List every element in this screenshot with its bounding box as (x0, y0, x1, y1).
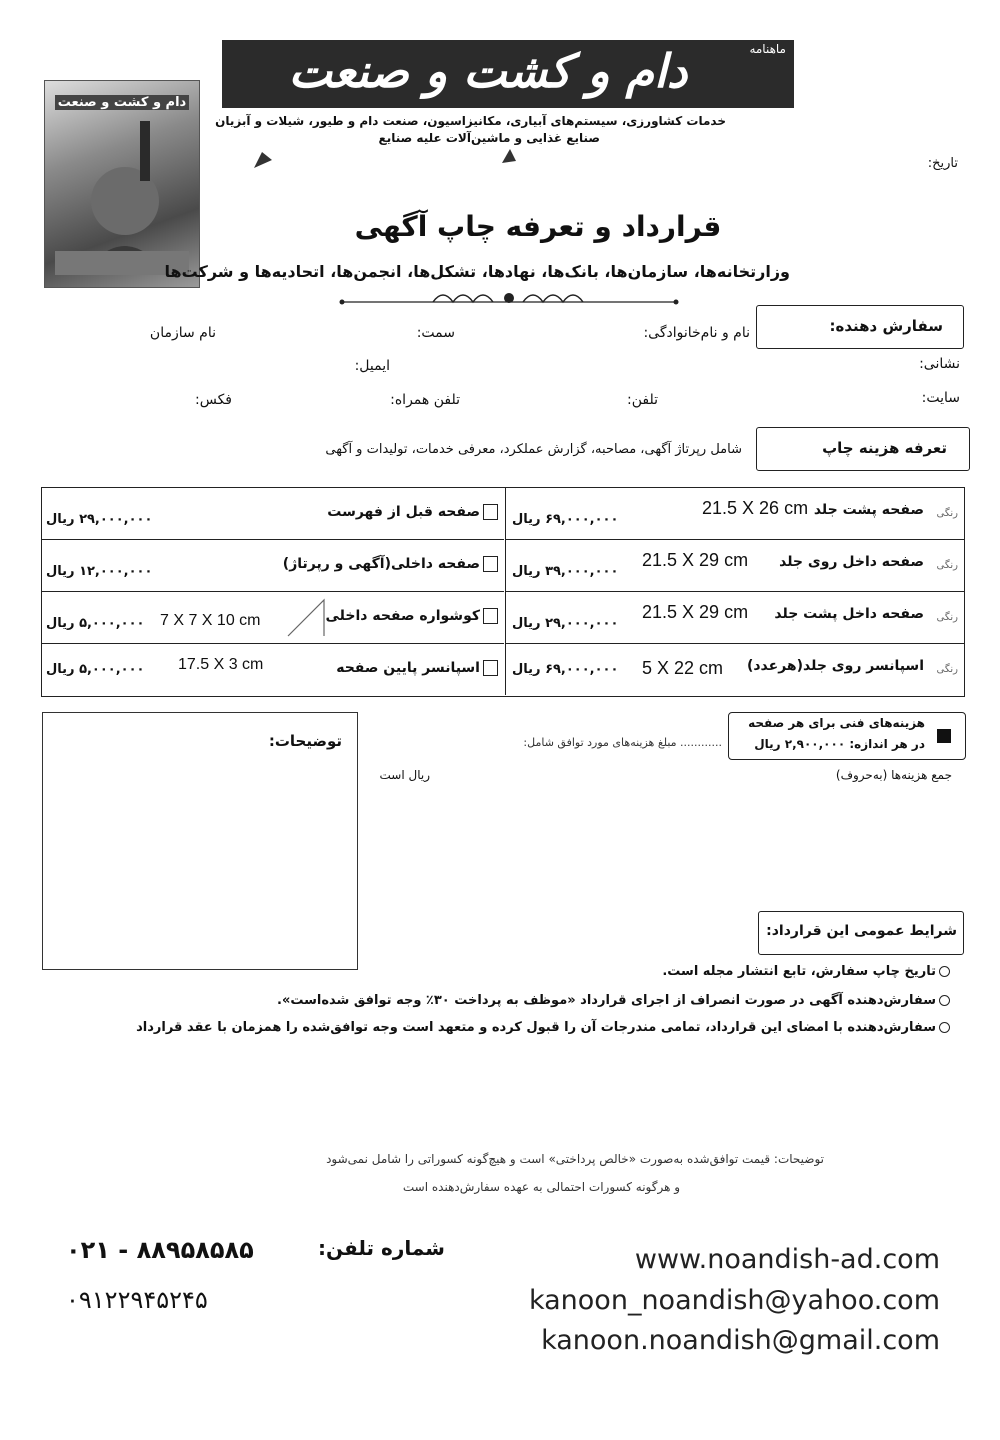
email-link-yahoo[interactable]: kanoon_noandish@yahoo.com (528, 1285, 940, 1316)
footer-note-1: توضیحات: قیمت توافق‌شده به‌صورت «خالص پرداختی» است و هیچ‌گونه کسوراتی را شامل نمی‌شود (326, 1152, 824, 1166)
price-row (42, 592, 504, 644)
ad-size: 21.5 X 29 cm (642, 602, 749, 622)
leaf-icon (252, 150, 274, 170)
magazine-title: دام و کشت و صنعت (288, 44, 688, 98)
price-row (505, 540, 964, 592)
phone-number-landline[interactable]: ۰۲۱ - ۸۸۹۵۸۵۸۵ (66, 1236, 254, 1264)
cover-illustration (45, 81, 199, 287)
color-prefix: رنگی (936, 612, 958, 623)
leaf-icon (498, 145, 520, 167)
website-field-label: سایت: (921, 390, 960, 406)
masthead-banner (222, 40, 794, 108)
technical-cost-line-2: در هر اندازه: ۲,۹۰۰,۰۰۰ ریال (754, 737, 925, 751)
ad-position-name: صفحه قبل از فهرست (327, 504, 480, 520)
filled-square-icon (937, 729, 951, 743)
ad-size: 5 X 22 cm (642, 658, 724, 678)
address-field-label: نشانی: (919, 356, 960, 372)
email-link-gmail[interactable]: kanoon.noandish@gmail.com (541, 1325, 940, 1356)
footer-note-2: و هرگونه کسورات احتمالی به عهده سفارش‌دهنده است (402, 1180, 680, 1194)
ad-size: 21.5 X 29 cm (642, 550, 749, 570)
website-link[interactable]: www.noandish-ad.com (634, 1244, 940, 1275)
color-prefix: رنگی (936, 560, 958, 571)
organization-field-label: نام سازمان (149, 325, 216, 341)
ad-size: 21.5 X 26 cm (702, 498, 809, 518)
ad-position-name: صفحه داخل پشت جلد (774, 606, 924, 622)
price-row (505, 488, 964, 540)
ad-checkbox[interactable] (483, 608, 498, 624)
phone-number-mobile[interactable]: ۰۹۱۲۲۹۴۵۲۴۵ (66, 1286, 208, 1314)
ad-price: ۲۹,۰۰۰,۰۰۰ ریال (46, 512, 153, 527)
ad-checkbox[interactable] (483, 660, 498, 676)
ad-size: 7 X 7 X 10 cm (160, 612, 261, 629)
ad-position-name: صفحه داخلی(آگهی و رپرتاژ) (282, 556, 480, 572)
technical-cost-line-1: هزینه‌های فنی برای هر صفحه (748, 716, 925, 730)
price-row (42, 540, 504, 592)
ad-price: ۶۹,۰۰۰,۰۰۰ ریال (512, 512, 619, 527)
ad-price: ۱۲,۰۰۰,۰۰۰ ریال (46, 564, 153, 579)
ad-checkbox[interactable] (483, 504, 498, 520)
ad-price: ۵,۰۰۰,۰۰۰ ریال (46, 616, 145, 631)
term-item: سفارش‌دهنده با امضای این قرارداد، تمامی مندرجات آن را قبول کرده و متعهد است وجه توافق‌شده را همزمان با عقد قرارداد (44, 1020, 950, 1035)
phone-label: شماره تلفن: (318, 1236, 445, 1260)
terms-box-label: شرایط عمومی این قرارداد: (766, 923, 957, 939)
name-field-label: نام و نام‌خانوادگی: (643, 325, 750, 341)
color-prefix: رنگی (936, 508, 958, 519)
document-title: قرارداد و تعرفه چاپ آگهی (354, 210, 722, 243)
ornament-divider-icon (338, 288, 680, 312)
price-table (41, 487, 965, 697)
client-box (756, 305, 964, 349)
magazine-label: ماهنامه (749, 42, 786, 56)
mobile-field-label: تلفن همراه: (390, 392, 460, 408)
price-row (42, 644, 504, 695)
cover-title: دام و کشت و صنعت (55, 95, 189, 110)
bullet-circle-icon (939, 1022, 950, 1033)
magazine-cover-image (44, 80, 200, 288)
header-subtitle-1: خدمات کشاورزی، سیستم‌های آبیاری، مکانیزاسیون، صنعت دام و طیور، شیلات و آبزیان (215, 114, 726, 128)
ad-price: ۵,۰۰۰,۰۰۰ ریال (46, 662, 145, 677)
bullet-circle-icon (939, 995, 950, 1006)
ad-checkbox[interactable] (483, 556, 498, 572)
email-field-label: ایمیل: (354, 358, 390, 374)
ad-price: ۲۹,۰۰۰,۰۰۰ ریال (512, 616, 619, 631)
total-in-words-label: جمع هزینه‌ها (به‌حروف) (835, 768, 952, 782)
riyal-suffix: ریال است (379, 768, 430, 782)
ad-position-name: صفحه داخل روی جلد (779, 554, 924, 570)
date-label: تاریخ: (927, 156, 958, 171)
price-row (505, 644, 964, 695)
price-row (42, 488, 504, 540)
phone-field-label: تلفن: (627, 392, 658, 408)
technical-cost-box (728, 712, 966, 760)
document-subtitle: وزارتخانه‌ها، سازمان‌ها، بانک‌ها، نهادها، تشکل‌ها، انجمن‌ها، اتحادیه‌ها و شرکت‌ها (164, 262, 790, 281)
notes-label: توضیحات: (268, 732, 342, 750)
term-item: تاریخ چاپ سفارش، تابع انتشار مجله است. (662, 964, 950, 979)
tariff-box (756, 427, 970, 471)
fax-field-label: فکس: (195, 392, 232, 408)
ad-price: ۶۹,۰۰۰,۰۰۰ ریال (512, 662, 619, 677)
notes-box[interactable] (42, 712, 358, 970)
terms-box (758, 911, 964, 955)
ad-position-name: کوشواره صفحه داخلی (325, 608, 480, 624)
ad-position-name: اسپانسر روی جلد(هرعدد) (746, 658, 924, 674)
ad-size: 17.5 X 3 cm (178, 656, 264, 673)
ad-position-name: اسپانسر پایین صفحه (336, 660, 480, 676)
agreed-cost-label: ............ مبلغ هزینه‌های مورد توافق شامل: (523, 736, 722, 749)
color-prefix: رنگی (936, 664, 958, 675)
tariff-box-label: تعرفه هزینه چاپ (822, 439, 947, 457)
ad-position-name: صفحه پشت جلد (813, 502, 924, 518)
header-subtitle-2: صنایع غذایی و ماشین‌آلات علیه صنایع (378, 131, 600, 145)
position-field-label: سمت: (416, 325, 455, 341)
ad-price: ۳۹,۰۰۰,۰۰۰ ریال (512, 564, 619, 579)
corner-ad-icon (286, 598, 326, 638)
term-item: سفارش‌دهنده آگهی در صورت انصراف از اجرای قرارداد «موظف به پرداخت ۳۰٪ وجه توافق شده‌است». (277, 993, 950, 1008)
client-box-label: سفارش دهنده: (829, 317, 943, 335)
bullet-circle-icon (939, 966, 950, 977)
tariff-description: شامل رپرتاژ آگهی، مصاحبه، گزارش عملکرد، معرفی خدمات، تولیدات و آگهی (325, 442, 742, 457)
price-row (505, 592, 964, 644)
